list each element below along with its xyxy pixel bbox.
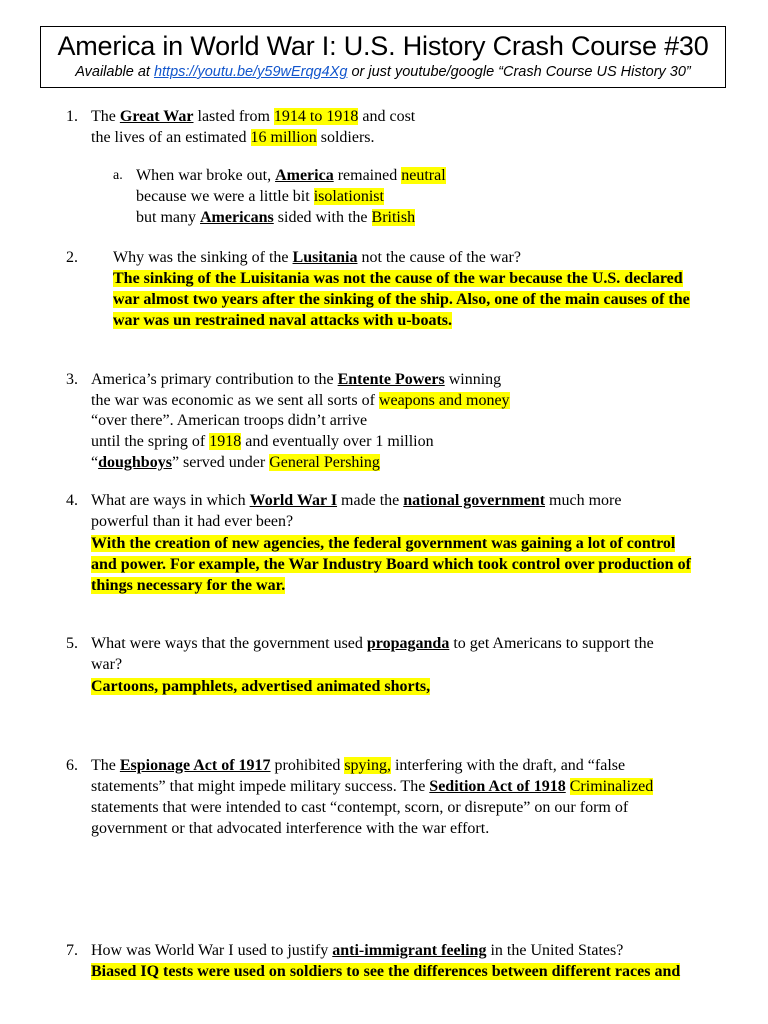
q1-line-1: The Great War lasted from 1914 to 1918 and cost [91,108,416,125]
q5-answer-line-1: Cartoons, pamphlets, advertised animated shorts, [91,678,431,695]
q6-answer-spying: spying, [344,757,391,774]
video-link[interactable]: https://youtu.be/y59wErqg4Xg [153,64,348,80]
q3-number: 3. [66,371,78,388]
q5-number: 5. [66,635,78,652]
q4-line-2: powerful than it had ever been? [91,513,294,530]
q3-line-5: “doughboys” served under General Pershing [91,454,380,471]
q3-answer-weapons: weapons and money [378,392,510,409]
q6-line-1: The Espionage Act of 1917 prohibited spying, interfering with the draft, and “false [91,757,626,774]
q3-answer-pershing: General Pershing [269,454,380,471]
q6-answer-criminalized: Criminalized [569,778,654,795]
q1a-answer-british: British [371,209,416,226]
subtitle [41,63,725,81]
page-title: America in World War I: U.S. History Crash Course #30 [57,31,709,61]
q1a-letter: a. [113,168,123,183]
q1-answer-years: 1914 to 1918 [273,108,359,125]
q4-answer-line-2: and power. For example, the War Industry Board which took control over production of [91,556,691,573]
q1a-answer-neutral: neutral [401,167,446,184]
q2-question: Why was the sinking of the Lusitania not the cause of the war? [113,249,521,266]
header-box [40,26,726,88]
q3-line-4: until the spring of 1918 and eventually over 1 million [91,433,434,450]
q5-line-2: war? [91,656,123,673]
q6-line-3: statements that were intended to cast “contempt, scorn, or disrepute” on our form of [91,799,629,816]
q1a-answer-isolationist: isolationist [313,188,384,205]
q1a-line-2: because we were a little bit isolationist [136,188,384,205]
q1-line-2: the lives of an estimated 16 million soldiers. [91,129,375,146]
q4-number: 4. [66,492,78,509]
q4-line-1: What are ways in which World War I made the national government much more [91,492,622,509]
q2-answer-line-3: war was un restrained naval attacks with u-boats. [113,312,452,329]
q1a-line-3: but many Americans sided with the British [136,209,416,226]
q7-answer-line-1: Biased IQ tests were used on soldiers to see the differences between different races and [91,963,681,980]
subtitle-prefix: Available at [75,64,154,80]
q6-number: 6. [66,757,78,774]
subtitle-suffix: or just youtube/google “Crash Course US History 30” [347,64,691,80]
q7-number: 7. [66,942,78,959]
q3-line-1: America’s primary contribution to the Entente Powers winning [91,371,502,388]
q1-number: 1. [66,108,78,125]
q2-number: 2. [66,249,78,266]
q3-line-3: “over there”. American troops didn’t arrive [91,412,368,429]
q4-answer-line-3: things necessary for the war. [91,577,286,594]
q6-line-2: statements” that might impede military success. The Sedition Act of 1918 Criminalized [91,778,654,795]
q2-answer-line-2: war almost two years after the sinking of the ship. Also, one of the main causes of the [113,291,690,308]
q1-keyword: Great War [119,108,194,125]
q3-line-2: the war was economic as we sent all sorts of weapons and money [91,392,510,409]
q2-answer-line-1: The sinking of the Luisitania was not the cause of the war because the U.S. declared [113,270,683,287]
q4-answer-line-1: With the creation of new agencies, the federal government was gaining a lot of control [91,535,676,552]
q3-answer-year: 1918 [209,433,242,450]
q1-answer-deaths: 16 million [250,129,317,146]
q5-line-1: What were ways that the government used propaganda to get Americans to support the [91,635,654,652]
q7-line-1: How was World War I used to justify anti-immigrant feeling in the United States? [91,942,624,959]
q1a-line-1: When war broke out, America remained neutral [136,167,446,184]
q6-line-4: government or that advocated interference with the war effort. [91,820,490,837]
